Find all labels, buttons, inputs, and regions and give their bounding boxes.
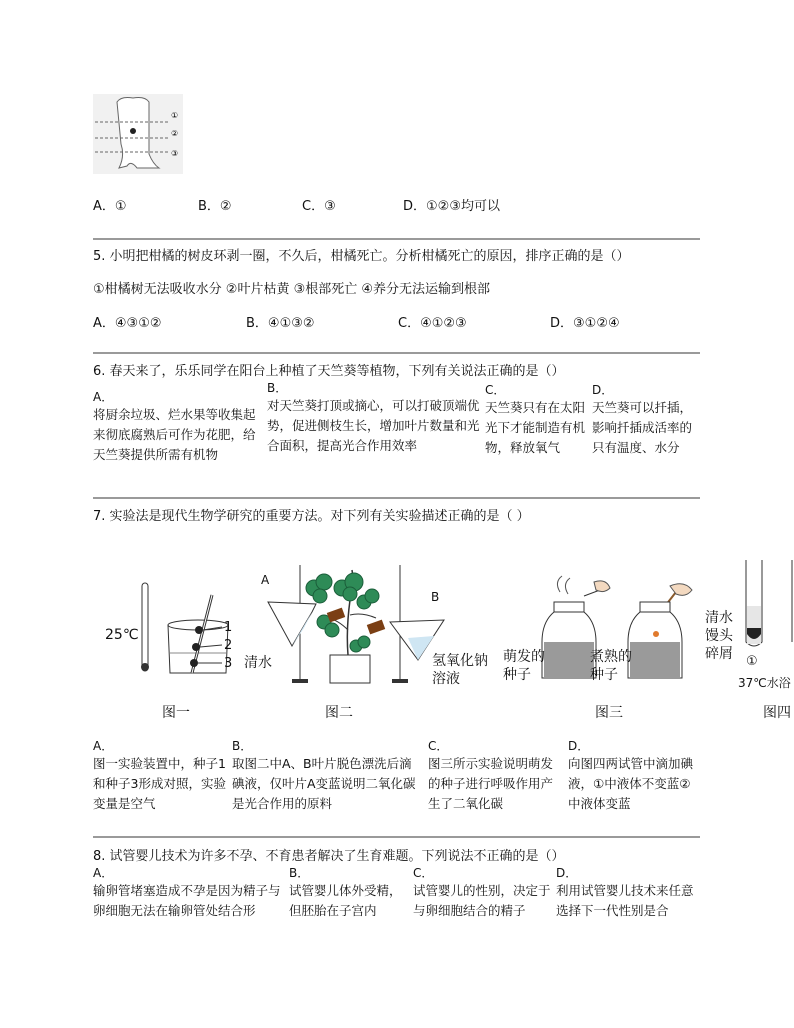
q4-mark-1: ① xyxy=(171,111,179,120)
option-label: D． xyxy=(592,383,614,397)
option-label: A． xyxy=(93,866,114,880)
divider xyxy=(93,238,700,240)
option-text: 图一实验装置中，种子1和种子3形成对照，实验变量是空气 xyxy=(93,756,226,811)
q4-option-d[interactable]: D．①②③均可以 xyxy=(403,199,500,214)
q8-option-c[interactable] xyxy=(413,865,553,921)
figure-3-caption: 图三 xyxy=(595,705,623,721)
figure-1-temperature: 25℃ xyxy=(105,627,139,643)
q7-option-c[interactable] xyxy=(428,738,556,814)
option-text: 天竺葵只有在太阳光下才能制造有机物，释放氧气 xyxy=(485,400,586,455)
figure-4-water: 清水 xyxy=(705,610,733,626)
q7-option-d[interactable] xyxy=(568,738,698,814)
divider xyxy=(93,352,700,354)
figure-2-solution: 溶液 xyxy=(432,671,460,687)
q8-option-d[interactable] xyxy=(556,865,698,921)
figure-2-label-a: A xyxy=(261,573,270,587)
figure-2-water: 清水 xyxy=(244,655,272,671)
figure-3-seed-jars xyxy=(540,572,700,684)
q8-option-a[interactable] xyxy=(93,865,289,921)
figure-1-mark-1: 1 xyxy=(224,620,233,635)
figure-3-cooked: 煮熟的 xyxy=(590,649,632,665)
figure-2-naoh: 氢氧化钠 xyxy=(432,653,488,669)
figure-1-caption: 图一 xyxy=(162,705,190,721)
q7-stem: 7. 实验法是现代生物学研究的重要方法。对下列有关实验描述正确的是（ ） xyxy=(93,509,530,524)
option-text: 将厨余垃圾、烂水果等收集起来彻底腐熟后可作为花肥，给天竺葵提供所需有机物 xyxy=(93,407,256,462)
option-label: C． xyxy=(485,383,506,397)
q5-option-c[interactable]: C．④①②③ xyxy=(398,316,467,331)
option-text: 向图四两试管中滴加碘液，①中液体不变蓝②中液体变蓝 xyxy=(568,756,694,811)
q5-option-a[interactable]: A．④③①② xyxy=(93,316,162,331)
option-text: 图三所示实验说明萌发的种子进行呼吸作用产生了二氧化碳 xyxy=(428,756,554,811)
divider xyxy=(93,497,700,499)
option-label: B． xyxy=(267,381,288,395)
q4-option-c[interactable]: C．③ xyxy=(302,199,336,214)
option-text: 天竺葵可以扦插，影响扦插成活率的只有温度、水分 xyxy=(592,400,693,455)
figure-3-seed-1: 种子 xyxy=(503,667,531,683)
q7-option-a[interactable] xyxy=(93,738,229,814)
q6-stem: 6. 春天来了，乐乐同学在阳台上种植了天竺葵等植物，下列有关说法正确的是（） xyxy=(93,364,565,379)
option-text: 试管婴儿体外受精，但胚胎在子宫内 xyxy=(289,883,402,918)
q4-option-b[interactable]: B．② xyxy=(198,199,232,214)
q8-stem: 8. 试管婴儿技术为许多不孕、不育患者解决了生育难题。下列说法不正确的是（） xyxy=(93,849,565,864)
option-label: B． xyxy=(232,739,253,753)
q4-mark-3: ③ xyxy=(171,149,179,158)
q6-option-a[interactable] xyxy=(93,389,263,465)
q5-stem: 5. 小明把柑橘的树皮环剥一圈，不久后，柑橘死亡。分析柑橘死亡的原因，排序正确的是（） xyxy=(93,249,630,264)
option-label: A． xyxy=(93,390,114,404)
figure-3-sprouting: 萌发的 xyxy=(503,649,545,665)
q6-option-b[interactable] xyxy=(267,380,481,456)
figure-4-caption: 图四 xyxy=(763,705,791,721)
option-label: B． xyxy=(289,866,310,880)
q6-option-d[interactable] xyxy=(592,382,694,458)
figure-4-temperature: 37℃水浴 xyxy=(738,676,791,690)
q7-option-b[interactable] xyxy=(232,738,420,814)
figure-2-caption: 图二 xyxy=(325,705,353,721)
q4-option-a[interactable]: A．① xyxy=(93,199,127,214)
q4-figure xyxy=(93,94,183,174)
option-label: C． xyxy=(413,866,434,880)
option-text: 对天竺葵打顶或摘心，可以打破顶端优势，促进侧枝生长，增加叶片数量和光合面积，提高光合作用效率 xyxy=(267,398,480,453)
q4-mark-2: ② xyxy=(171,129,179,138)
figure-4-bread-1: 馒头 xyxy=(705,628,733,644)
q5-option-b[interactable]: B．④①③② xyxy=(246,316,315,331)
divider xyxy=(93,836,700,838)
figure-1-mark-2: 2 xyxy=(224,638,233,653)
option-label: D． xyxy=(568,739,590,753)
q5-list: ①柑橘树无法吸收水分 ②叶片枯黄 ③根部死亡 ④养分无法运输到根部 xyxy=(93,282,491,297)
option-text: 输卵管堵塞造成不孕是因为精子与卵细胞无法在输卵管处结合形 xyxy=(93,883,281,918)
q8-option-b[interactable] xyxy=(289,865,407,921)
q6-option-c[interactable] xyxy=(485,382,585,458)
option-label: A． xyxy=(93,739,114,753)
figure-2-label-b: B xyxy=(431,590,440,604)
figure-4-test-tubes xyxy=(740,556,794,656)
option-text: 取图二中A、B叶片脱色漂洗后滴碘液，仅叶片A变蓝说明二氧化碳是光合作用的原料 xyxy=(232,756,416,811)
option-label: C． xyxy=(428,739,449,753)
figure-4-mark: ① xyxy=(746,654,758,669)
figure-4-bread-2: 碎屑 xyxy=(705,646,733,662)
option-text: 利用试管婴儿技术来任意选择下一代性别是合 xyxy=(556,883,694,918)
figure-3-seed-2: 种子 xyxy=(590,667,618,683)
figure-1-mark-3: 3 xyxy=(224,656,233,671)
option-text: 试管婴儿的性别，决定于与卵细胞结合的精子 xyxy=(413,883,551,918)
q5-option-d[interactable]: D．③①②④ xyxy=(550,316,620,331)
option-label: D． xyxy=(556,866,578,880)
